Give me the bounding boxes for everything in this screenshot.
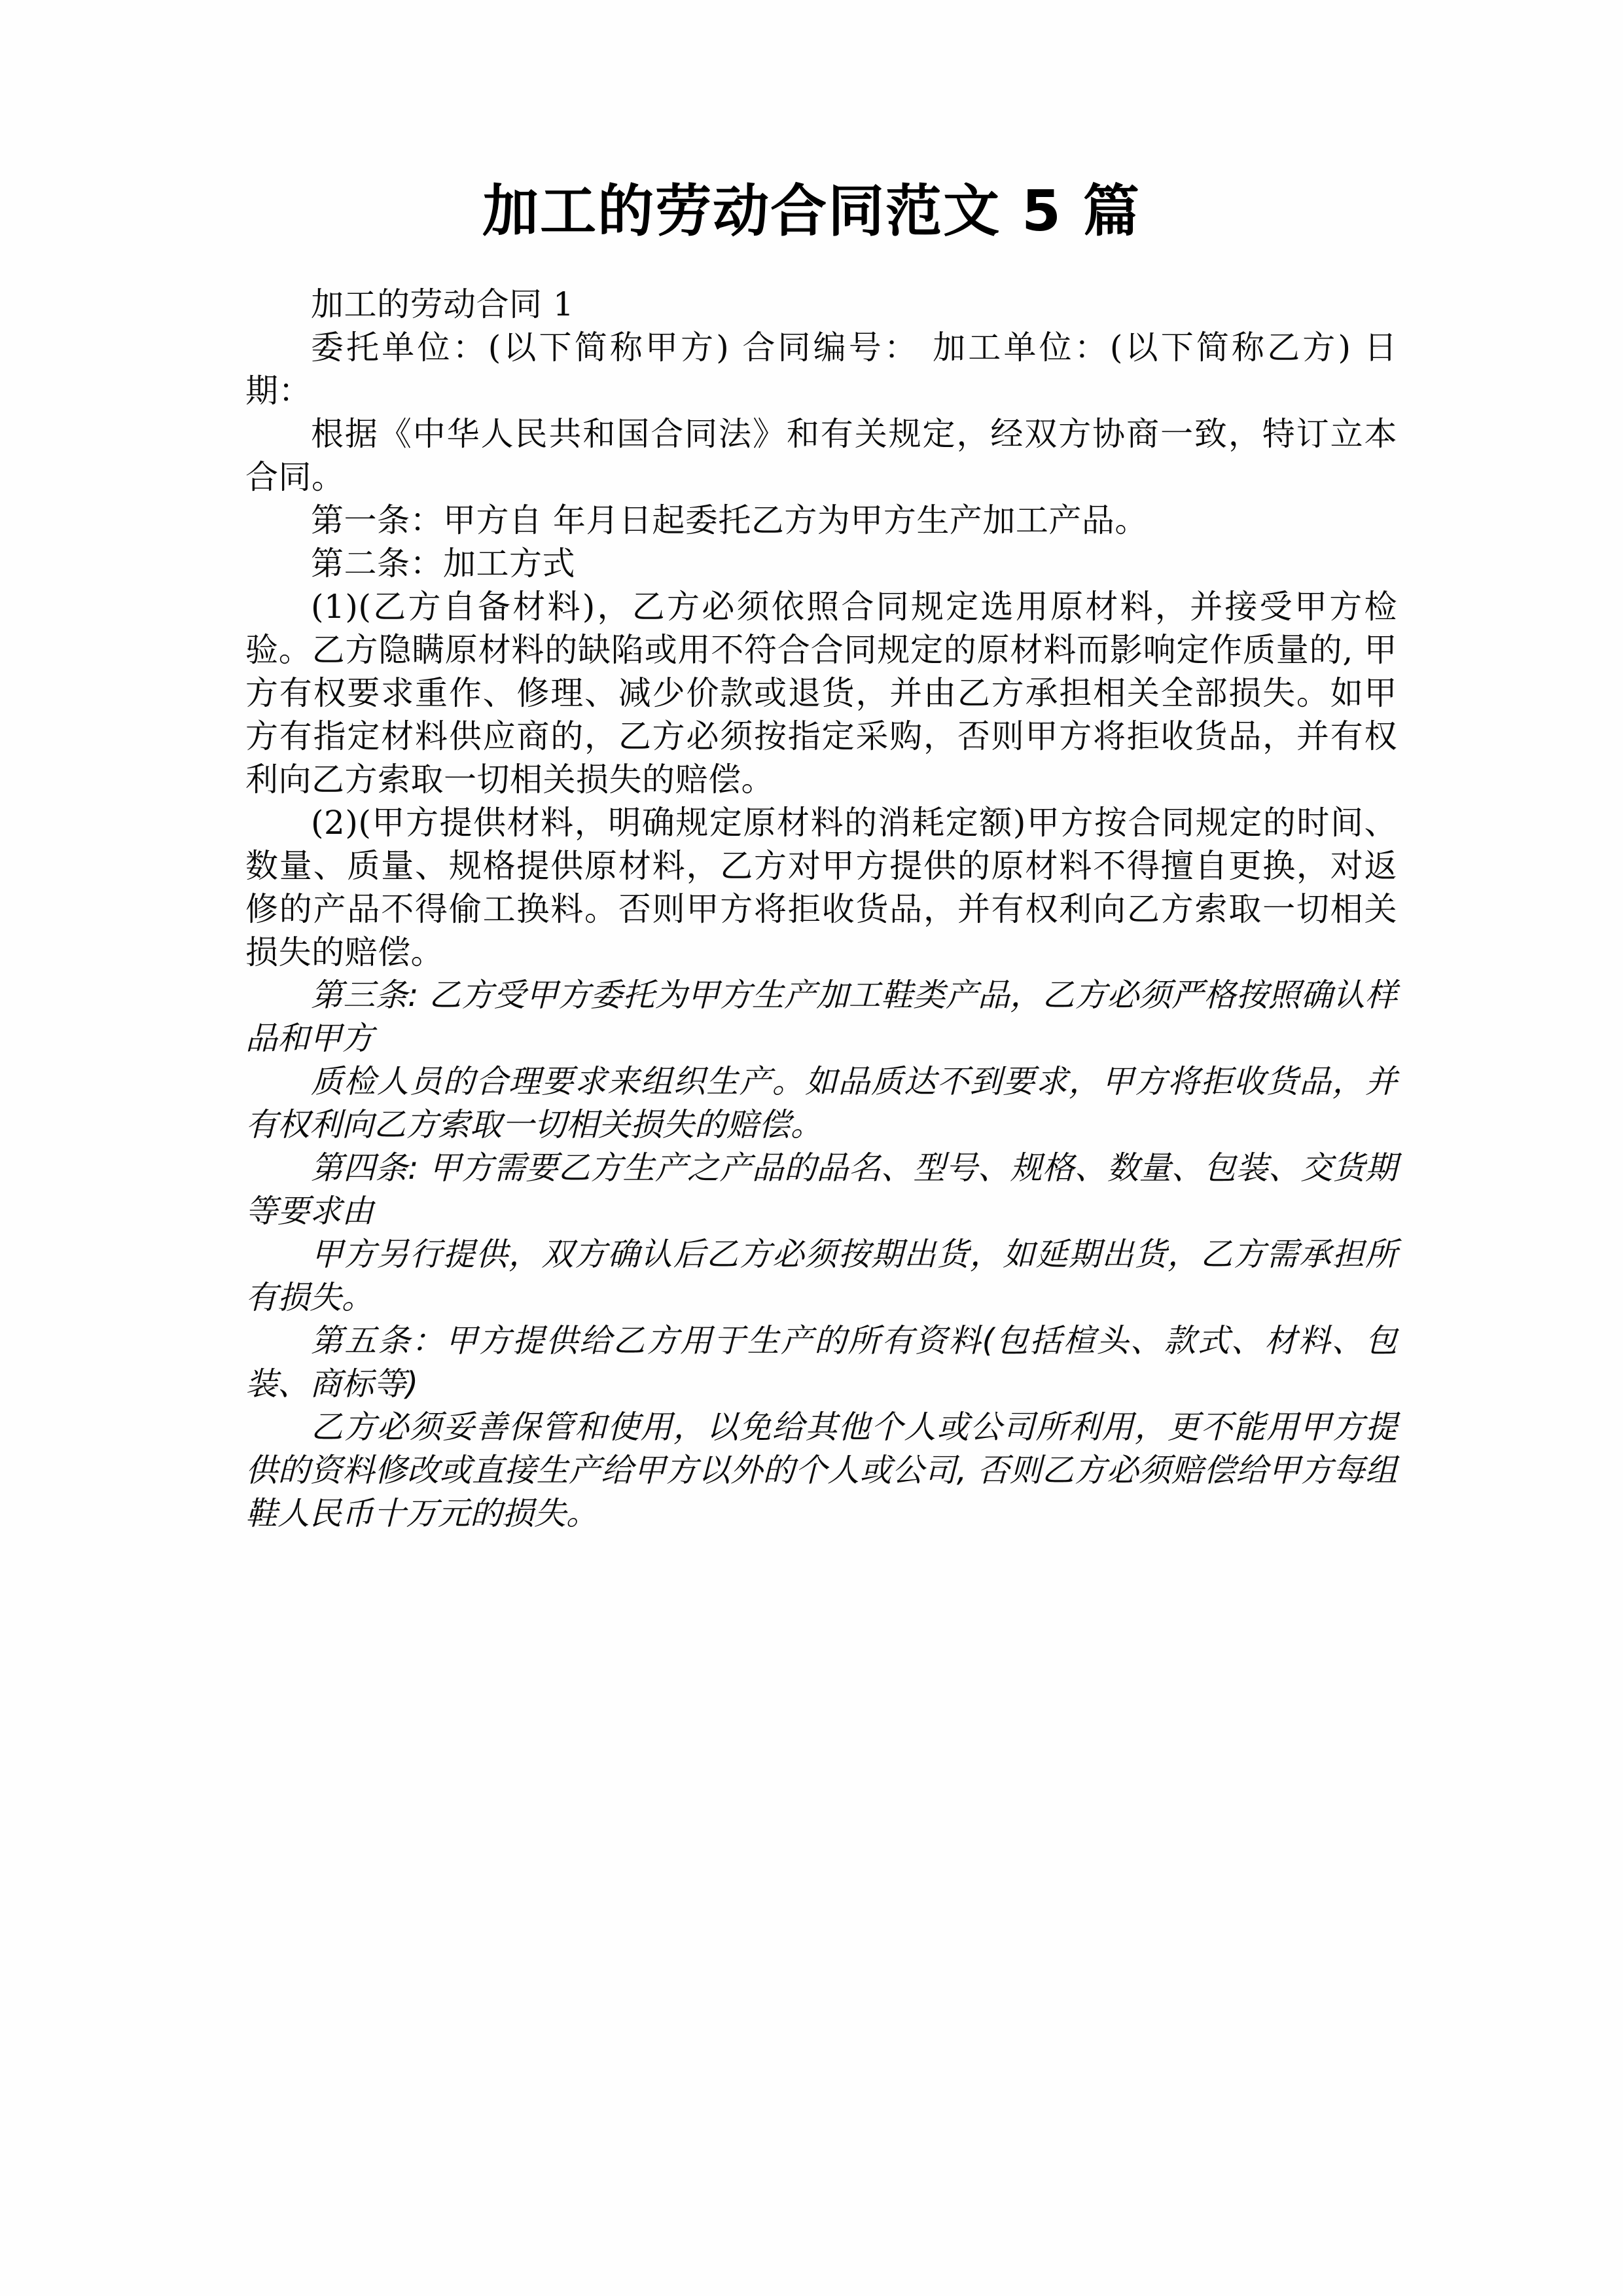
- paragraph-article-5: 第五条：甲方提供给乙方用于生产的所有资料(包括楦头、款式、材料、包装、商标等): [245, 1322, 1397, 1403]
- paragraph-article-2-item-2: (2)(甲方提供材料，明确规定原材料的消耗定额)甲方按合同规定的时间、数量、质量、规格提供原材料，乙方对甲方提供的原材料不得擅自更换，对返修的产品不得偷工换料。否则甲方将拒收货品，并有权利向乙方索取一切相关损失的赔偿。: [245, 804, 1397, 971]
- paragraph-article-5-cont: 乙方必须妥善保管和使用，以免给其他个人或公司所利用，更不能用甲方提供的资料修改或直接生产给甲方以外的个人或公司, 否则乙方必须赔偿给甲方每组鞋人民币十万元的损失。: [245, 1408, 1397, 1532]
- paragraph-parties-line: 委托单位：(以下简称甲方) 合同编号： 加工单位：(以下简称乙方) 日 期：: [245, 329, 1397, 410]
- paragraph-preamble: 根据《中华人民共和国合同法》和有关规定，经双方协商一致，特订立本合同。: [245, 415, 1397, 496]
- paragraph-article-4: 第四条: 甲方需要乙方生产之产品的品名、型号、规格、数量、包装、交货期等要求由: [245, 1149, 1397, 1230]
- paragraph-article-2-item-1: (1)(乙方自备材料)，乙方必须依照合同规定选用原材料，并接受甲方检验。乙方隐瞒原材料的缺陷或用不符合合同规定的原材料而影响定作质量的, 甲方有权要求重作、修理、减少价款或退货，并由乙方承担相关全部损失。如甲方有指定材料供应商的，乙方必须按指定采购，否则甲方将拒收货品，并有权利向乙方索取一切相关损失的赔偿。: [245, 588, 1397, 798]
- paragraph-article-1: 第一条：甲方自 年月日起委托乙方为甲方生产加工产品。: [311, 501, 1148, 539]
- paragraph-article-2: 第二条：加工方式: [311, 545, 575, 583]
- paragraph-heading-1: 加工的劳动合同 1: [311, 285, 575, 323]
- paragraph-article-3: 第三条: 乙方受甲方委托为甲方生产加工鞋类产品，乙方必须严格按照确认样品和甲方: [245, 977, 1397, 1057]
- paragraph-article-4-cont: 甲方另行提供，双方确认后乙方必须按期出货，如延期出货，乙方需承担所有损失。: [245, 1236, 1397, 1316]
- paragraph-article-3-cont: 质检人员的合理要求来组织生产。如品质达不到要求，甲方将拒收货品，并有权利向乙方索取一切相关损失的赔偿。: [245, 1063, 1397, 1143]
- document-body: [245, 283, 1397, 1535]
- page-title: 加工的劳动合同范文 5 篇: [482, 179, 1141, 244]
